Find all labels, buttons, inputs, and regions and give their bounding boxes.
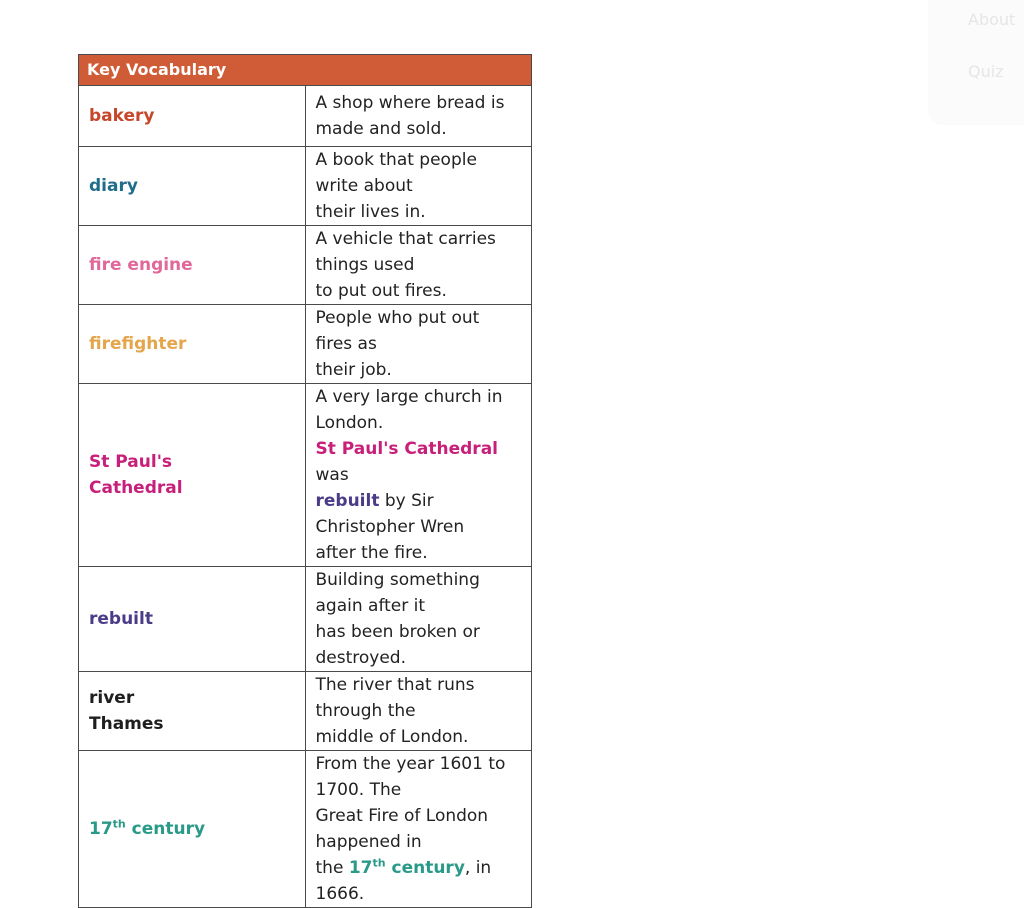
vocab-definition [305,147,532,226]
highlight-number: 17 [348,858,373,878]
definition-line: their job. [315,360,392,380]
definition-line: their lives in. [315,202,426,222]
faded-quiz-link[interactable]: Quiz [968,62,1004,81]
term-line: St Paul's [89,452,173,472]
faded-side-panel [928,0,1024,125]
vocab-definition [305,567,532,672]
highlighted-term [349,858,465,878]
term-line: river [89,688,135,708]
table-header: Key Vocabulary [79,55,532,86]
vocab-definition [305,751,532,908]
definition-line: The river that runs through the [315,675,475,721]
vocab-definition [305,305,532,384]
term-line: Thames [89,714,164,734]
vocab-definition [305,672,532,751]
table-header-row [79,55,532,86]
definition-line: middle of London. [315,727,469,747]
term-text: century [125,819,206,839]
table-row [79,384,532,567]
table-row [79,226,532,305]
vocab-term: diary [79,147,306,226]
definition-line: A vehicle that carries things used [315,229,496,275]
table-row [79,672,532,751]
highlighted-term: rebuilt [315,491,380,511]
term-ordinal: th [112,817,126,831]
highlight-ordinal: th [372,856,386,870]
definition-text: by Sir Christopher Wren [315,491,465,537]
vocab-term: fire engine [79,226,306,305]
definition-line: made and sold. [315,119,447,139]
vocab-term: rebuilt [79,567,306,672]
faded-about-link[interactable]: About [968,10,1016,29]
definition-text: , in 1666. [315,858,492,904]
vocab-term [79,751,306,908]
definition-line: has been broken or destroyed. [315,622,480,668]
definition-line: People who put out fires as [315,308,480,354]
definition-line: A very large church in London. [315,387,503,433]
vocab-definition [305,226,532,305]
table-row [79,86,532,147]
vocab-term [79,384,306,567]
definition-line: Great Fire of London happened in [315,806,489,852]
definition-line: A book that people write about [315,150,477,196]
definition-text: the [315,858,349,878]
key-vocabulary-table [78,54,532,908]
vocab-definition [305,86,532,147]
vocab-definition [305,384,532,567]
vocab-term: firefighter [79,305,306,384]
vocab-term [79,672,306,751]
definition-line: A shop where bread is [315,93,505,113]
definition-line: to put out fires. [315,281,447,301]
table-row [79,147,532,226]
table-row [79,305,532,384]
definition-line: Building something again after it [315,570,480,616]
definition-text: was [315,465,349,485]
term-number: 17 [89,819,113,839]
table-row [79,567,532,672]
definition-line: after the fire. [315,543,428,563]
definition-line: From the year 1601 to 1700. The [315,754,506,800]
highlight-text: century [385,858,465,878]
highlighted-term: St Paul's Cathedral [315,439,498,459]
table-row [79,751,532,908]
term-line: Cathedral [89,478,183,498]
vocab-term: bakery [79,86,306,147]
